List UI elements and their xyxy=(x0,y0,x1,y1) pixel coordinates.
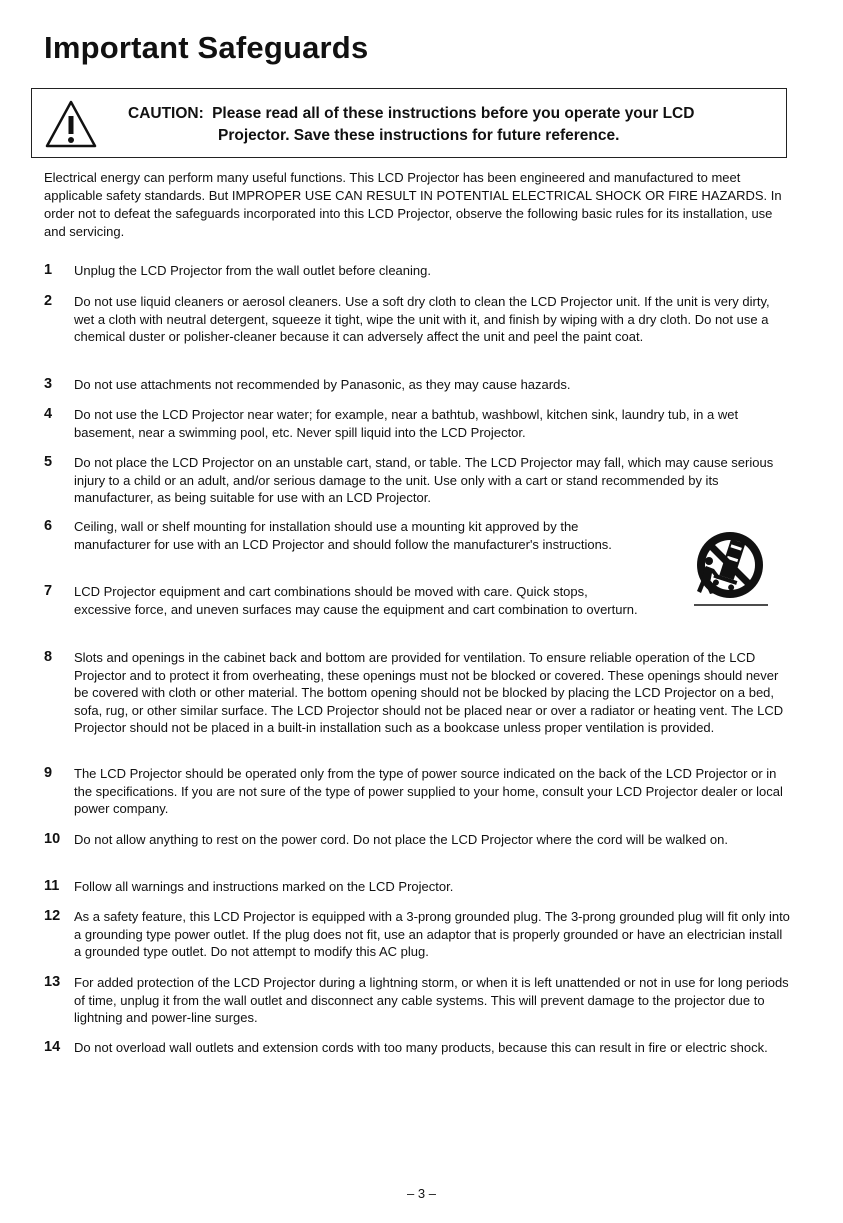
item-number: 13 xyxy=(44,974,61,990)
item-text: The LCD Projector should be operated only from the type of power source indicated on the back of the LCD Projector or in the specifications. If you are not sure of the type of power supplied to your home, consult your LCD Projector dealer or local power company. xyxy=(74,766,783,816)
list-item xyxy=(44,908,792,961)
item-text: Do not overload wall outlets and extension cords with too many products, because this can result in fire or electric shock. xyxy=(74,1040,768,1055)
list-item xyxy=(44,765,792,818)
item-text: LCD Projector equipment and cart combinations should be moved with care. Quick stops, excessive force, and uneven surfaces may cause the equipment and cart combination to overturn. xyxy=(74,584,638,617)
item-text: Do not use the LCD Projector near water; for example, near a bathtub, washbowl, kitchen sink, laundry tub, in a wet basement, near a swimming pool, etc. Never spill liquid into the LCD Projector. xyxy=(74,407,739,440)
item-text: Do not allow anything to rest on the power cord. Do not place the LCD Projector where the cord will be walked on. xyxy=(74,832,728,847)
item-text: Do not use attachments not recommended by Panasonic, as they may cause hazards. xyxy=(74,377,571,392)
list-item xyxy=(44,1039,792,1057)
list-item xyxy=(44,831,792,849)
item-number: 4 xyxy=(44,406,53,422)
item-number: 5 xyxy=(44,454,53,470)
list-item xyxy=(44,974,792,1027)
page-number: – 3 – xyxy=(407,1186,436,1201)
caution-box xyxy=(31,88,787,158)
item-number: 2 xyxy=(44,293,53,309)
item-number: 6 xyxy=(44,518,53,534)
item-number: 3 xyxy=(44,376,53,392)
caution-label: CAUTION: xyxy=(128,105,204,122)
warning-triangle-icon xyxy=(44,99,98,149)
list-item xyxy=(44,454,792,507)
list-item xyxy=(44,376,792,394)
list-item xyxy=(44,518,792,553)
caution-message xyxy=(128,103,778,147)
item-number: 9 xyxy=(44,765,53,781)
cart-tip-over-warning-icon xyxy=(690,525,770,609)
list-item xyxy=(44,583,792,618)
item-number: 11 xyxy=(44,878,60,894)
item-number: 1 xyxy=(44,262,53,278)
caution-line-1: Please read all of these instructions before you operate your LCD xyxy=(212,105,695,122)
item-text: For added protection of the LCD Projector during a lightning storm, or when it is left unattended or not in use for long periods of time, unplug it from the wall outlet and disconnect any cable systems. This will prevent damage to the projector due to lightning and power-line surges. xyxy=(74,975,789,1025)
item-text: Do not place the LCD Projector on an unstable cart, stand, or table. The LCD Projector may fall, which may cause serious injury to a child or an adult, and/or serious damage to the unit. Use only with a cart or stand recommended by its manufacturer, as being suitable for use with an LCD Projector. xyxy=(74,455,774,505)
intro-paragraph: Electrical energy can perform many useful functions. This LCD Projector has been engineered and manufactured to meet applicable safety standards. But IMPROPER USE CAN RESULT IN POTENTIAL ELECTRICAL SHOCK OR FIRE HAZARDS. In order not to defeat the safeguards incorporated into this LCD Projector, observe the following basic rules for its installation, use and servicing. xyxy=(44,170,782,239)
page-title: Important Safeguards xyxy=(44,30,369,65)
item-text: Slots and openings in the cabinet back and bottom are provided for ventilation. To ensure reliable operation of the LCD Projector and to protect it from overheating, these openings must not be blocked or covered. These openings should never be covered with cloth or other material. The bottom opening should not be blocked by placing the LCD Projector on a bed, sofa, rug, or other similar surface. The LCD Projector should not be placed near or over a radiator or heating vent. The LCD Projector should not be placed in a built-in installation such as a bookcase unless proper ventilation is provided. xyxy=(74,650,784,735)
item-text: As a safety feature, this LCD Projector is equipped with a 3-prong grounded plug. The 3-prong grounded plug will fit only into a grounding type power outlet. If the plug does not fit, use an adaptor that is properly grounded or have an electrician install a grounded type outlet. Do not attempt to modify this AC plug. xyxy=(74,909,790,959)
item-text: Follow all warnings and instructions marked on the LCD Projector. xyxy=(74,879,454,894)
item-text: Ceiling, wall or shelf mounting for installation should use a mounting kit approved by the manufacturer for use with an LCD Projector and should follow the manufacturer's instructions. xyxy=(74,519,612,552)
item-number: 10 xyxy=(44,831,61,847)
item-number: 7 xyxy=(44,583,53,599)
list-item xyxy=(44,878,792,896)
list-item xyxy=(44,649,792,737)
item-number: 12 xyxy=(44,908,61,924)
item-text: Unplug the LCD Projector from the wall outlet before cleaning. xyxy=(74,263,431,278)
item-number: 14 xyxy=(44,1039,61,1055)
list-item xyxy=(44,406,792,441)
item-text: Do not use liquid cleaners or aerosol cleaners. Use a soft dry cloth to clean the LCD Projector unit. If the unit is very dirty, wet a cloth with neutral detergent, squeeze it tight, wipe the unit with it, and finish by wiping with a dry cloth. Do not use a chemical duster or polisher-cleaner because it can adversely affect the unit and peel the paint coat. xyxy=(74,294,770,344)
caution-line-2: Projector. Save these instructions for future reference. xyxy=(218,127,620,144)
item-number: 8 xyxy=(44,649,53,665)
list-item xyxy=(44,293,792,346)
list-item xyxy=(44,262,792,280)
